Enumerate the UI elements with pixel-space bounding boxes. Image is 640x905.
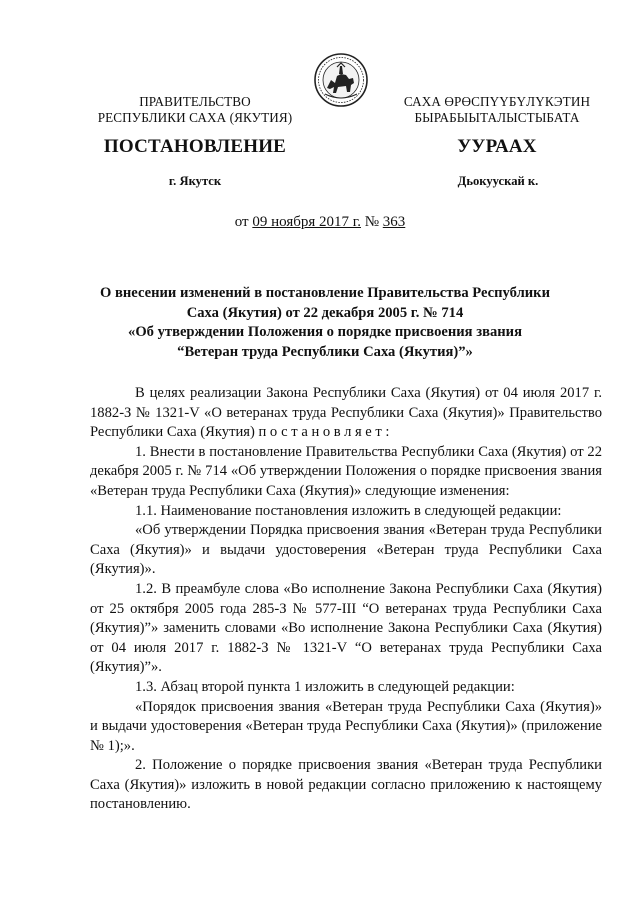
paragraph-item-1-2: 1.2. В преамбуле слова «Во исполнение Закона Республики Саха (Якутия) от 25 октября 2005 года 285-З № 577-III “О ветеранах труда Республики Саха (Якутия)”» заменить словами «Во исполнение Закона Республики Саха (Якутия) от 04 июля 2017 г. 1882-З № 1321-V “О ветеранах труда Республики Саха (Якутия)”». [90,580,602,676]
subject-line: Саха (Якутия) от 22 декабря 2005 г. № 714 [186,304,464,321]
subject-line: О внесении изменений в постановление Правительства Республики [100,285,550,301]
number-label: № [360,214,383,230]
document-date-number [0,214,640,231]
city-ru: г. Якутск [168,174,222,188]
paragraph-quote-1: «Об утверждении Порядка присвоения звания «Ветеран труда Республики Саха (Якутия)» и выдачи удостоверения «Ветеран труда Республики Саха (Якутия)». [90,522,602,578]
document-type-title-ru: ПОСТАНОВЛЕНИЕ [103,136,287,157]
paragraph-item-1: 1. Внести в постановление Правительства Республики Саха (Якутия) от 22 декабря 2005 г. № 714 «Об утверждении Положения о порядке присвоения звания «Ветеран труда Республики Саха (Якутия)» следующие изменения: [90,443,602,499]
header-right-line2: БЫРАБЫЫТАЛЫСТЫБАТА [414,110,580,125]
paragraph-item-2: 2. Положение о порядке присвоения звания «Ветеран труда Республики Саха (Якутия)» изложить в новой редакции согласно приложению к настоящему постановлению. [90,757,602,813]
header-left-org [88,94,302,126]
coat-of-arms-emblem-icon [313,52,369,108]
document-number: 363 [382,214,406,230]
resolves-word: постановляет: [258,424,393,441]
paragraph-quote-2: «Порядок присвоения звания «Ветеран труда Республики Саха (Якутия)» и выдачи удостоверения «Ветеран труда Республики Саха (Якутия)» (приложение № 1);». [90,698,602,754]
subject-line: “Ветеран труда Республики Саха (Якутия)”» [177,343,473,360]
subject-line: «Об утверждении Положения о порядке присвоения звания [128,324,522,340]
document-subject [90,284,560,362]
document-type-title-sakha: УУРААХ [457,136,537,157]
city-sakha: Дьокуускай к. [457,174,539,188]
preamble-text: В целях реализации Закона Республики Саха (Якутия) от 04 июля 2017 г. 1882-З № 1321-V «О ветеранах труда Республики Саха (Якутия)» Правительство Республики Саха (Якутия) [90,385,602,441]
paragraph-item-1-1: 1.1. Наименование постановления изложить в следующей редакции: [135,502,562,519]
document-date: 09 ноября 2017 г. [252,214,361,230]
header-right-line1: САХА ӨРӨСПҮҮБҮЛҮКЭТИН [403,94,591,109]
paragraph-preamble [90,384,602,443]
document-body [90,384,602,815]
header-left-line2: РЕСПУБЛИКИ САХА (ЯКУТИЯ) [97,110,293,125]
header-left-line1: ПРАВИТЕЛЬСТВО [139,94,251,109]
header-right-org [382,94,612,126]
date-prefix: от [234,214,253,230]
paragraph-item-1-3: 1.3. Абзац второй пункта 1 изложить в следующей редакции: [135,678,515,695]
